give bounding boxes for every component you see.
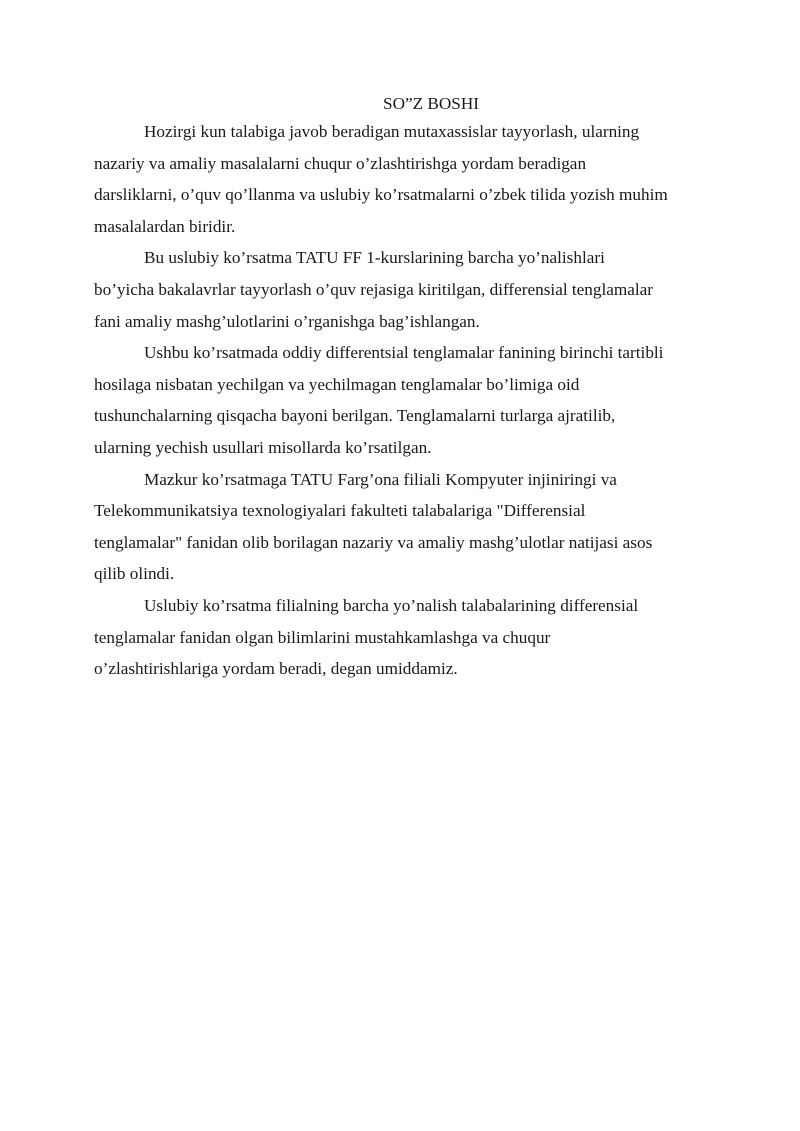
paragraph-line: tenglamalar fanidan olgan bilimlarini mustahkamlashga va chuqur [94, 627, 551, 647]
paragraph-line: Ushbu ko’rsatmada oddiy differentsial tenglamalar fanining birinchi tartibli [144, 343, 664, 363]
paragraph-4 [94, 464, 734, 590]
paragraph-line: o’zlashtirishlariga yordam beradi, degan umiddamiz. [94, 659, 458, 679]
document-body [94, 92, 734, 685]
paragraph-line: Mazkur ko’rsatmaga TATU Farg’ona filiali Kompyuter injiniringi va [144, 469, 617, 489]
paragraph-line: bo’yicha bakalavrlar tayyorlash o’quv rejasiga kiritilgan, differensial tenglamalar [94, 279, 654, 299]
paragraph-line: Telekommunikatsiya texnologiyalari fakulteti talabalariga "Differensial [94, 501, 586, 521]
paragraph-1 [94, 116, 734, 242]
paragraph-5 [94, 590, 734, 685]
paragraph-line: darsliklarni, o’quv qo’llanma va uslubiy ko’rsatmalarni o’zbek tilida yozish muhim [94, 185, 668, 205]
paragraph-line: Hozirgi kun talabiga javob beradigan mutaxassislar tayyorlash, ularning [144, 122, 640, 141]
paragraph-line: Uslubiy ko’rsatma filialning barcha yo’nalish talabalarining differensial [144, 595, 639, 615]
paragraph-line: tushunchalarning qisqacha bayoni berilgan. Tenglamalarni turlarga ajratilib, [94, 406, 616, 426]
paragraph-2 [94, 242, 734, 337]
paragraph-list [94, 116, 734, 685]
paragraph-line: qilib olindi. [94, 564, 175, 584]
paragraph-line: masalalardan biridir. [94, 216, 236, 236]
paragraph-line: ularning yechish usullari misollarda ko’rsatilgan. [94, 437, 432, 457]
page-title: SO”Z BOSHI [383, 94, 479, 113]
paragraph-3 [94, 337, 734, 463]
paragraph-line: tenglamalar" fanidan olib borilagan nazariy va amaliy mashg’ulotlar natijasi asos [94, 532, 653, 552]
paragraph-line: hosilaga nisbatan yechilgan va yechilmagan tenglamalar bo’limiga oid [94, 374, 580, 394]
paragraph-line: Bu uslubiy ko’rsatma TATU FF 1-kurslarining barcha yo’nalishlari [144, 248, 605, 268]
paragraph-line: fani amaliy mashg’ulotlarini o’rganishga bag’ishlangan. [94, 311, 480, 331]
paragraph-line: nazariy va amaliy masalalarni chuqur o’zlashtirishga yordam beradigan [94, 153, 587, 173]
